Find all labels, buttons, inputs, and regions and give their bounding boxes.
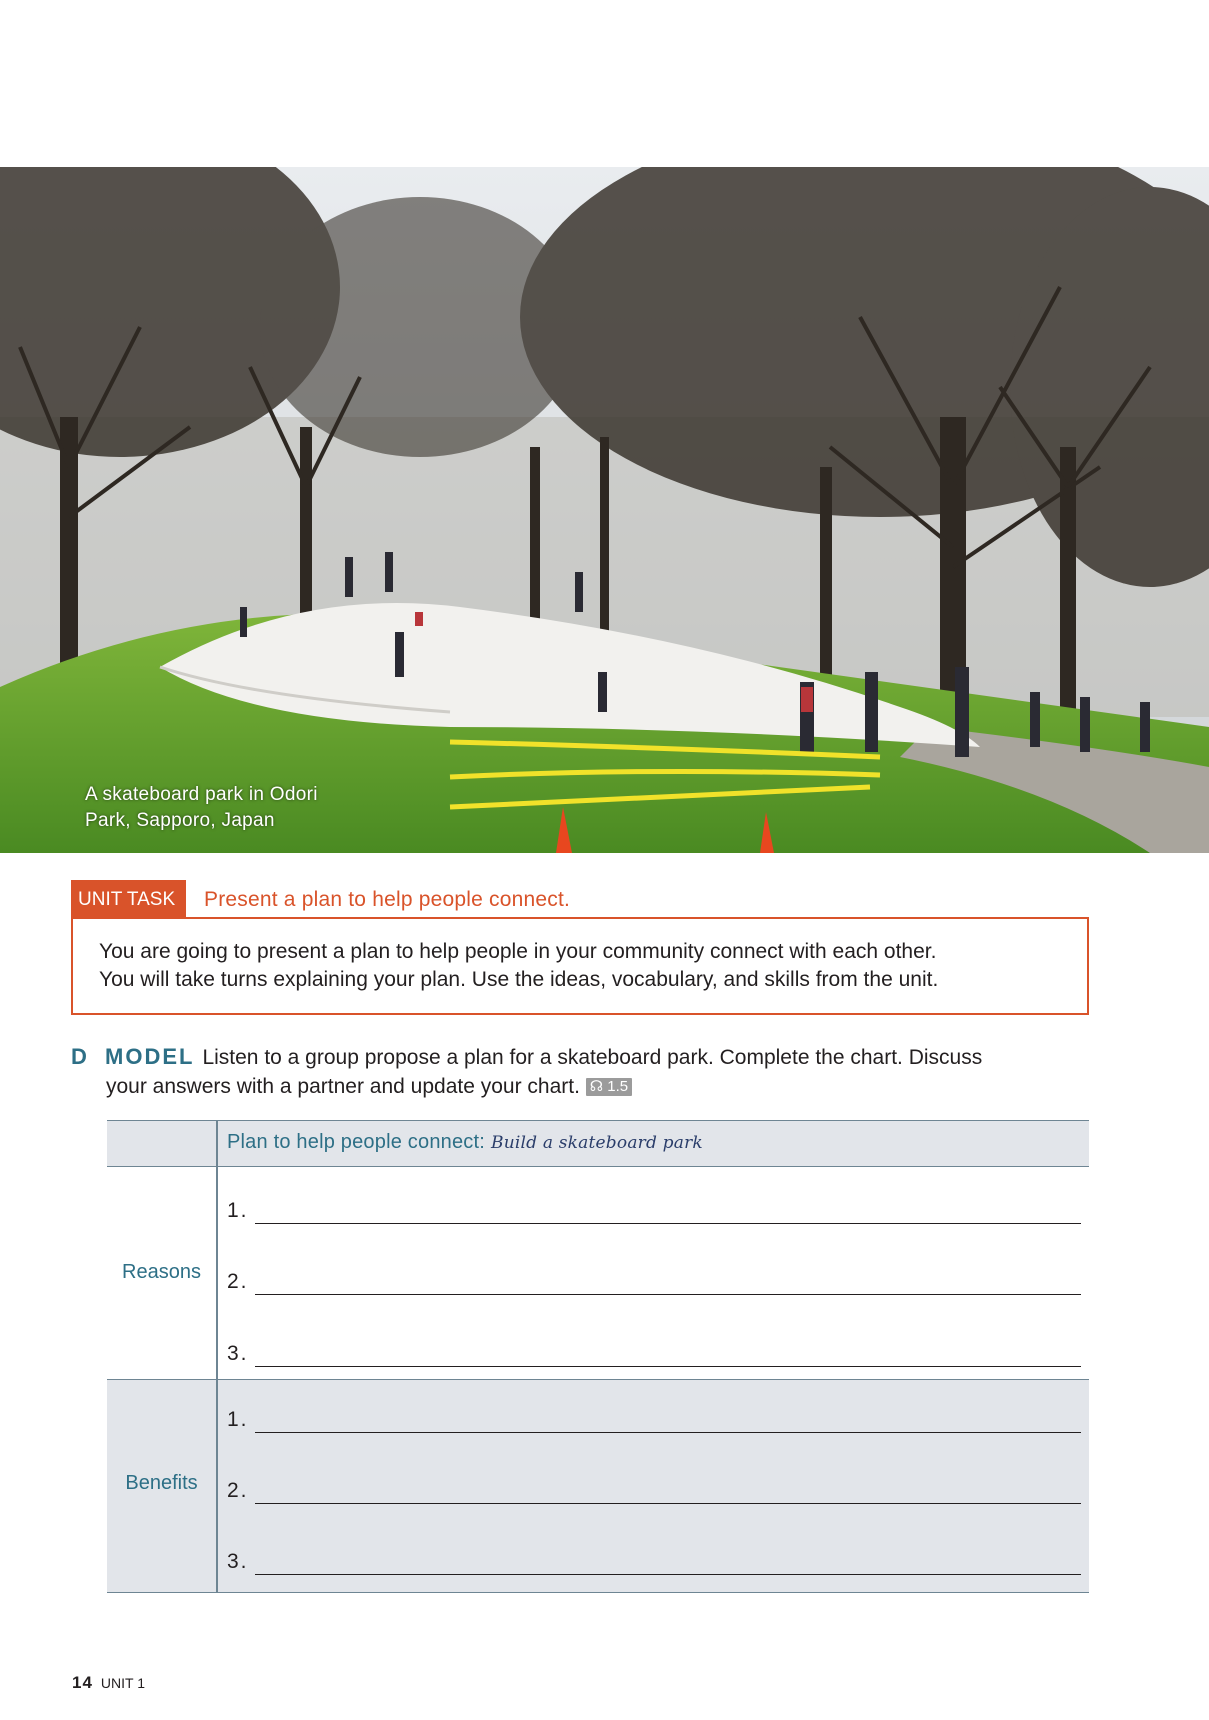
unit-task-title: Present a plan to help people connect. [204,888,571,911]
chart-divider [216,1167,218,1379]
answer-line[interactable] [227,1199,1081,1229]
answer-rule [255,1294,1081,1295]
line-number: 3. [227,1550,249,1573]
answer-line[interactable] [227,1270,1081,1300]
page-footer [72,1673,145,1693]
audio-track-number: 1.5 [607,1078,629,1095]
line-number: 1. [227,1408,249,1431]
park-photo [0,167,1209,853]
line-number: 2. [227,1479,249,1502]
line-number: 3. [227,1342,249,1365]
activity-d [71,1042,1111,1101]
chart-row-reasons [107,1167,1089,1380]
row-label-reasons: Reasons [122,1261,201,1283]
chart-header-label [227,1131,703,1154]
answer-line[interactable] [227,1550,1081,1580]
unit-task-box [71,917,1089,1015]
activity-d-line-2 [71,1072,1111,1101]
answer-rule [255,1366,1081,1367]
unit-task-line-1: You are going to present a plan to help people in your community connect with each other. [99,940,937,963]
line-number: 2. [227,1270,249,1293]
activity-instruction-2: your answers with a partner and update your chart. [106,1075,580,1098]
plan-answer: Build a skateboard park [491,1133,703,1153]
unit-label: UNIT 1 [100,1675,146,1691]
answer-line[interactable] [227,1342,1081,1372]
activity-letter: D [71,1044,87,1069]
plan-chart [107,1120,1089,1593]
headphones-icon: ☊ [589,1078,604,1095]
answer-line[interactable] [227,1408,1081,1438]
chart-divider [216,1121,218,1166]
photo-caption [85,782,318,834]
row-label-benefits: Benefits [125,1472,198,1494]
answer-rule [255,1503,1081,1504]
activity-d-line-1 [71,1042,1111,1072]
line-number: 1. [227,1199,249,1222]
plan-label: Plan to help people connect: [227,1131,486,1153]
caption-line-1: A skateboard park in Odori [85,784,318,805]
audio-track-badge[interactable] [586,1078,632,1096]
answer-rule [255,1574,1081,1575]
unit-task-tab: UNIT TASK [71,880,186,919]
unit-task-line-2: You will take turns explaining your plan. Use the ideas, vocabulary, and skills from the unit. [99,968,939,991]
page-number: 14 [72,1673,93,1692]
activity-label: MODEL [105,1044,195,1069]
chart-row-benefits [107,1380,1089,1593]
chart-header [107,1120,1089,1167]
activity-instruction-1: Listen to a group propose a plan for a skateboard park. Complete the chart. Discuss [202,1046,983,1069]
answer-rule [255,1432,1081,1433]
answer-line[interactable] [227,1479,1081,1509]
answer-rule [255,1223,1081,1224]
caption-line-2: Park, Sapporo, Japan [85,810,275,831]
chart-divider [216,1380,218,1592]
